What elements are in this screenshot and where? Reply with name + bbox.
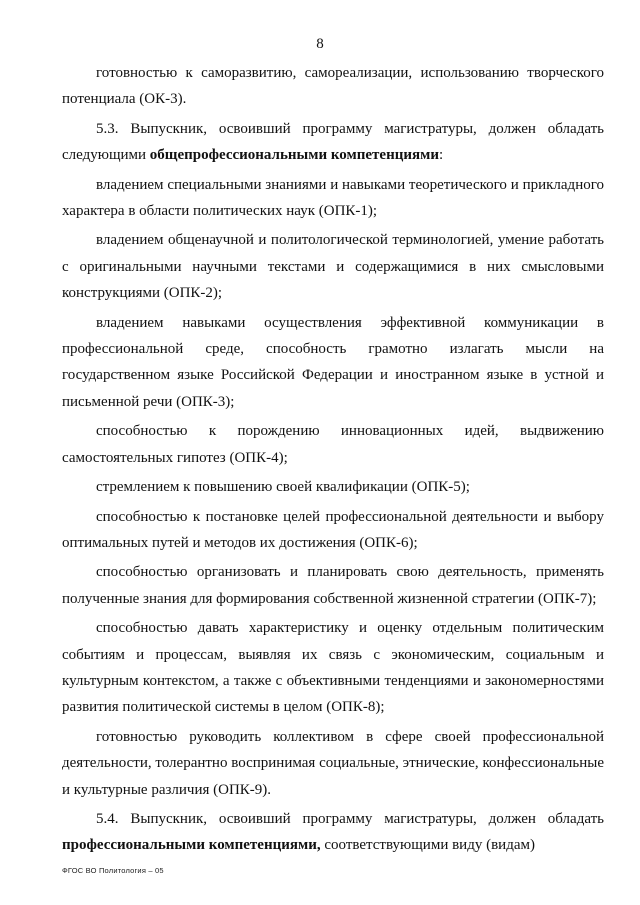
- paragraph-opk-9: готовностью руководить коллективом в сфере своей профессиональной деятельности, толерантно воспринимая социальные, этнические, конфессиональные и культурные различия (ОПК-9).: [62, 728, 604, 798]
- paragraph-5-3-text: 5.3. Выпускник, освоивший программу магистратуры, должен обладать следующими: [62, 120, 604, 164]
- paragraph-opk-3: владением навыками осуществления эффективной коммуникации в профессиональной среде, способность грамотно излагать мысли на государственном языке Российской Федерации и иностранном языке в устной и письменной речи (ОПК-3);: [62, 314, 604, 410]
- paragraph-opk-6: способностью к постановке целей профессиональной деятельности и выбору оптимальных путей и методов их достижения (ОПК-6);: [62, 508, 604, 551]
- paragraph-5-4-intro: [62, 806, 604, 859]
- paragraph-opk-7: способностью организовать и планировать свою деятельность, применять полученные знания для формирования собственной жизненной стратегии (ОПК-7);: [62, 564, 604, 607]
- paragraph-5-3-intro: [62, 116, 604, 169]
- paragraph-opk-8: способностью давать характеристику и оценку отдельным политическим событиям и процессам, выявляя их связь с экономическим, социальным и культурным контекстом, а также с объективными тенденциями и закономерностями развития политической системы в целом (ОПК-8);: [62, 620, 604, 716]
- paragraph-opk-5: стремлением к повышению своей квалификации (ОПК-5);: [96, 479, 470, 496]
- general-professional-competencies-heading: общепрофессиональными компетенциями: [149, 147, 439, 164]
- paragraph-5-3-colon: :: [438, 147, 444, 164]
- professional-competencies-heading: профессиональными компетенциями,: [62, 837, 321, 854]
- paragraph-opk-4: способностью к порождению инновационных идей, выдвижению самостоятельных гипотез (ОПК-4);: [62, 423, 604, 466]
- paragraph-5-4-tail: соответствующими виду (видам): [320, 837, 535, 854]
- footer-document-code: ФГОС ВО Политология – 05: [62, 866, 164, 875]
- paragraph-ok-3: готовностью к саморазвитию, самореализации, использованию творческого потенциала (ОК-3).: [62, 65, 604, 108]
- paragraph-opk-1: владением специальными знаниями и навыками теоретического и прикладного характера в области политических наук (ОПК-1);: [62, 176, 604, 220]
- document-body: [62, 60, 604, 859]
- page-number: 8: [316, 36, 324, 52]
- paragraph-5-4-text: 5.4. Выпускник, освоивший программу магистратуры, должен обладать: [96, 810, 604, 827]
- paragraph-opk-2: владением общенаучной и политологической терминологией, умение работать с оригинальными научными текстами и содержащимися в них смысловыми конструкциями (ОПК-2);: [62, 232, 604, 302]
